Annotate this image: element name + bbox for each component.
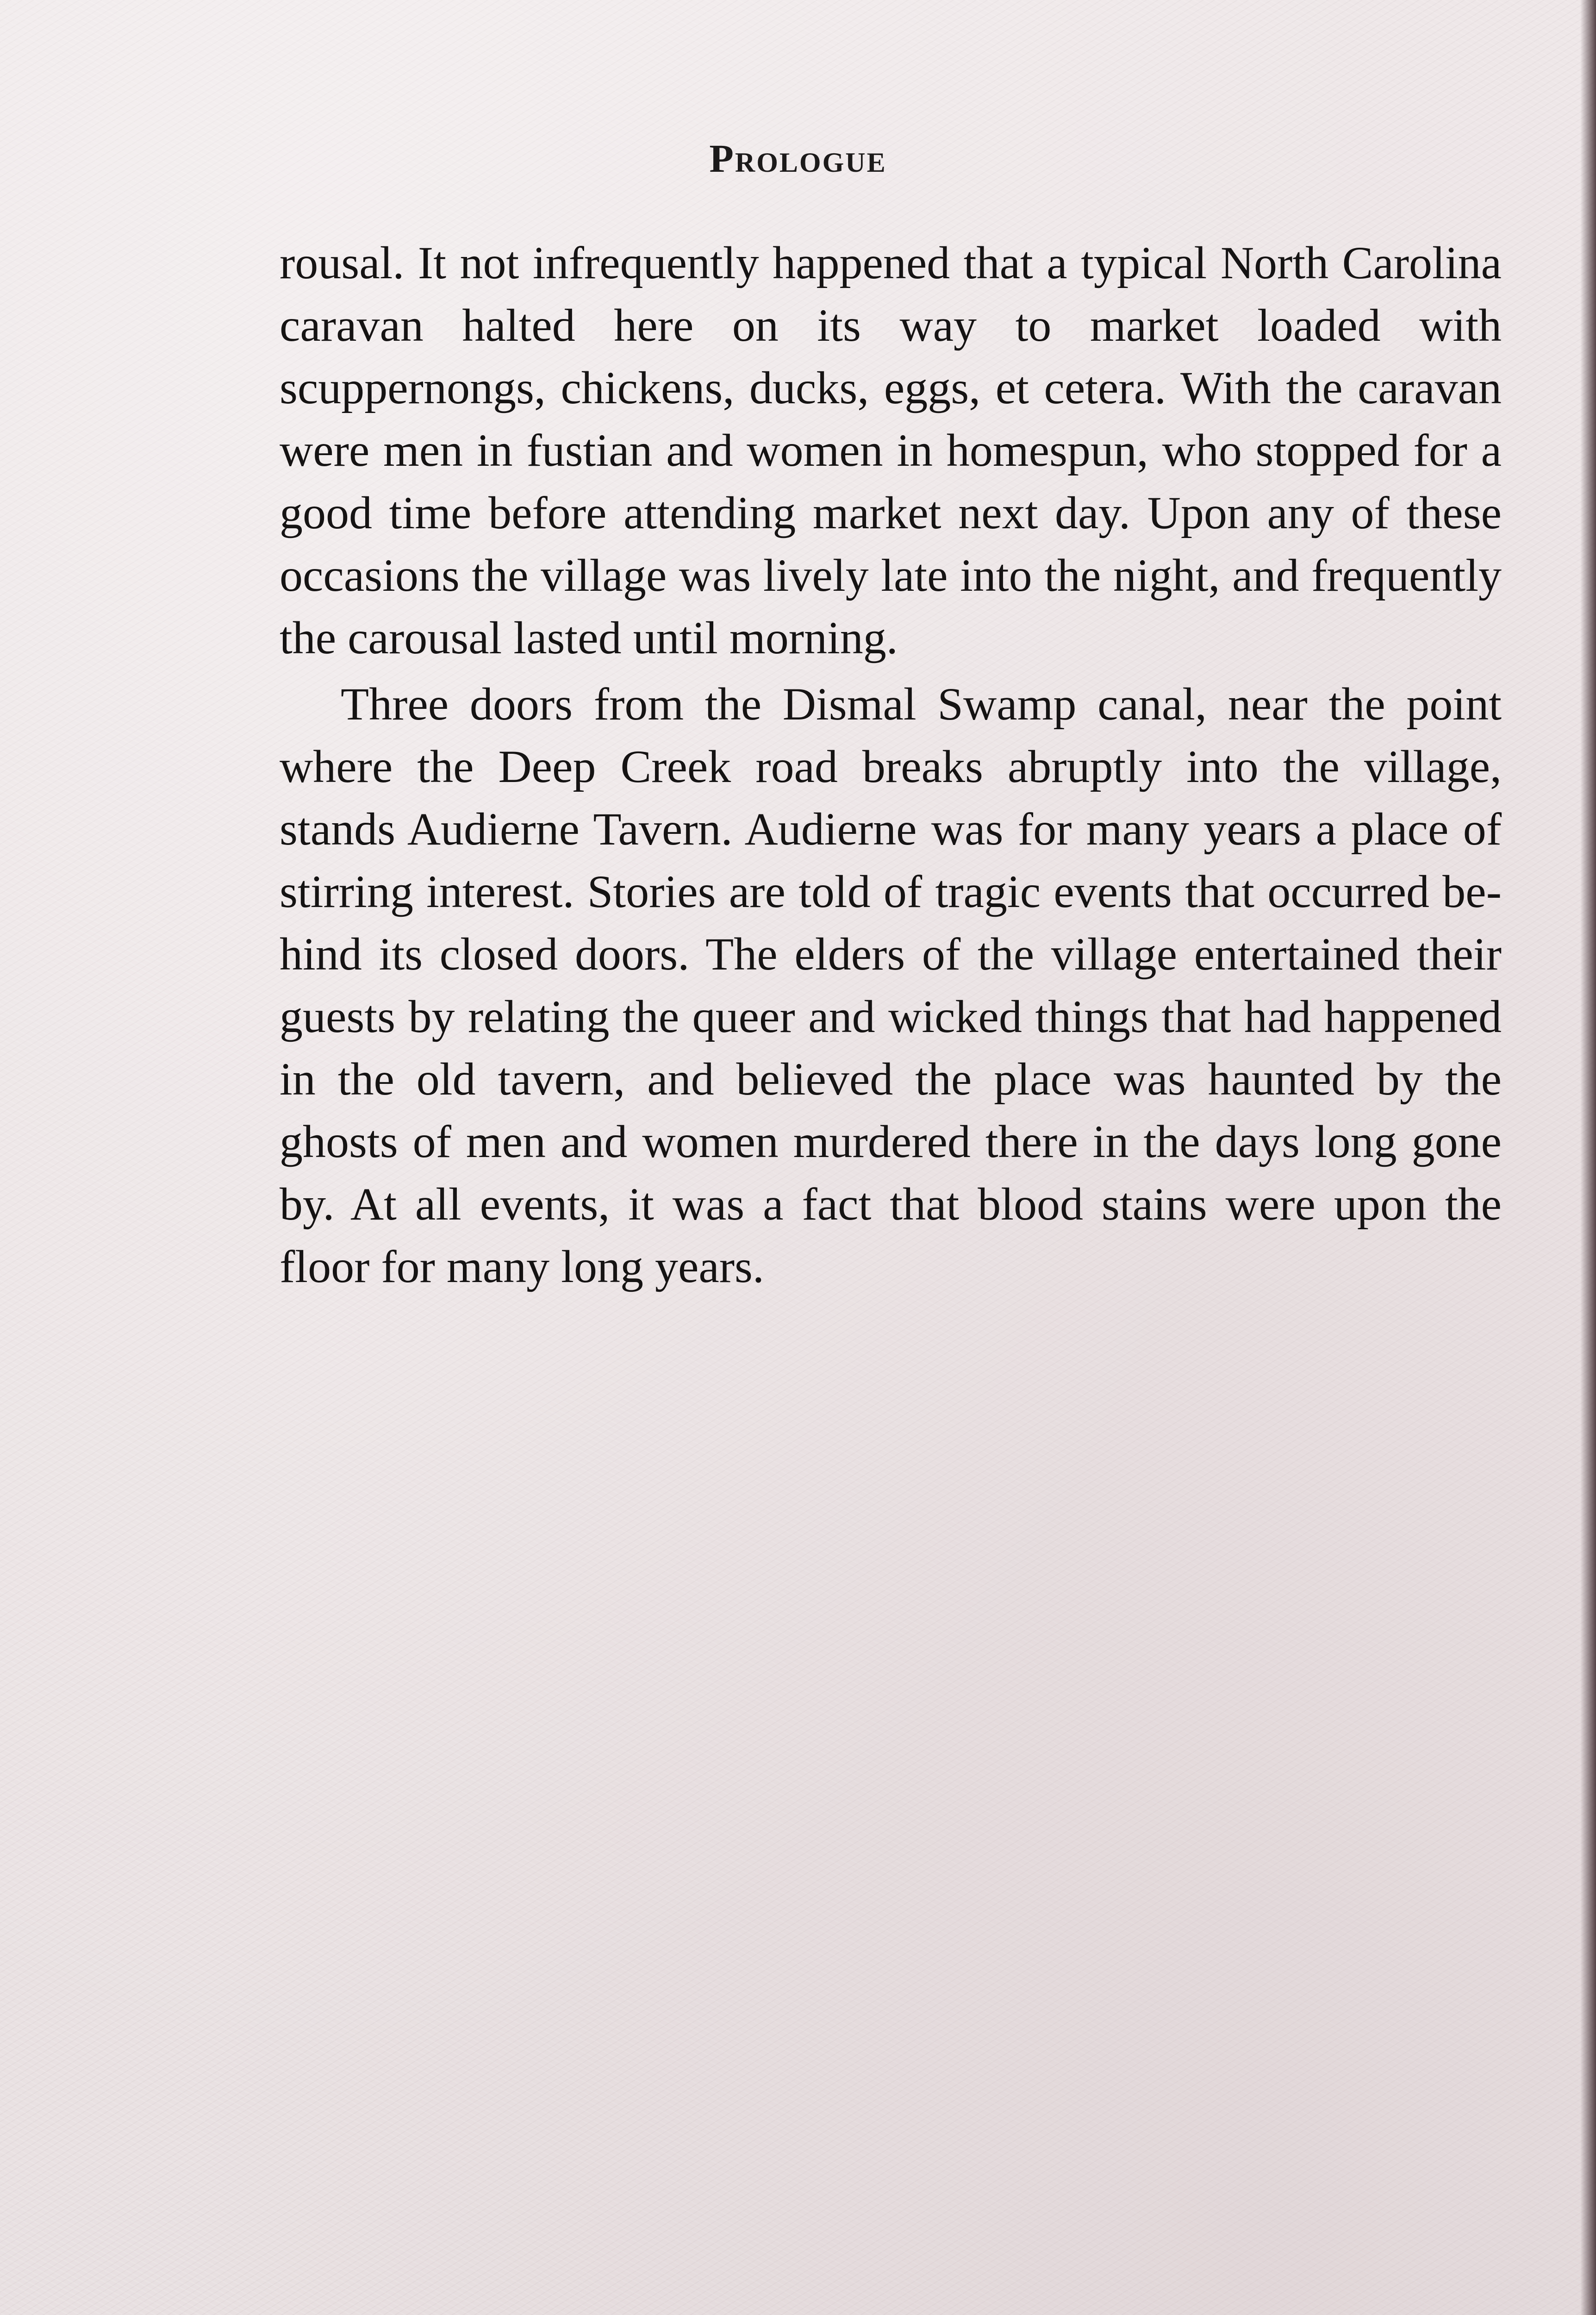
running-header: Prologue	[709, 136, 887, 181]
paragraph-audierne-tavern: Three doors from the Dismal Swamp canal, near the point where the Deep Creek road breaks abruptly into the village, stands Audierne Tavern. Audierne was for many years a place of stirring interest. Stories are told of tragic events that occurred behind its closed doors. The elders of the village entertained their guests by relating the queer and wicked things that had happened in the old tavern, and believed the place was haunted by the ghosts of men and women murdered there in the days long gone by. At all events, it was a fact that blood stains were upon the floor for many long years.	[280, 678, 1502, 1292]
page-edge-shadow	[1580, 0, 1596, 2315]
body-text	[280, 232, 1502, 1298]
paragraph-continuation: rousal. It not infrequently happened that a typical North Carolina caravan halted here on its way to market loaded with scuppernongs, chickens, ducks, eggs, et cetera. With the caravan were men in fustian and women in homespun, who stopped for a good time before attending market next day. Upon any of these occasions the village was lively late into the night, and frequently the carousal lasted until morning.	[280, 237, 1502, 663]
